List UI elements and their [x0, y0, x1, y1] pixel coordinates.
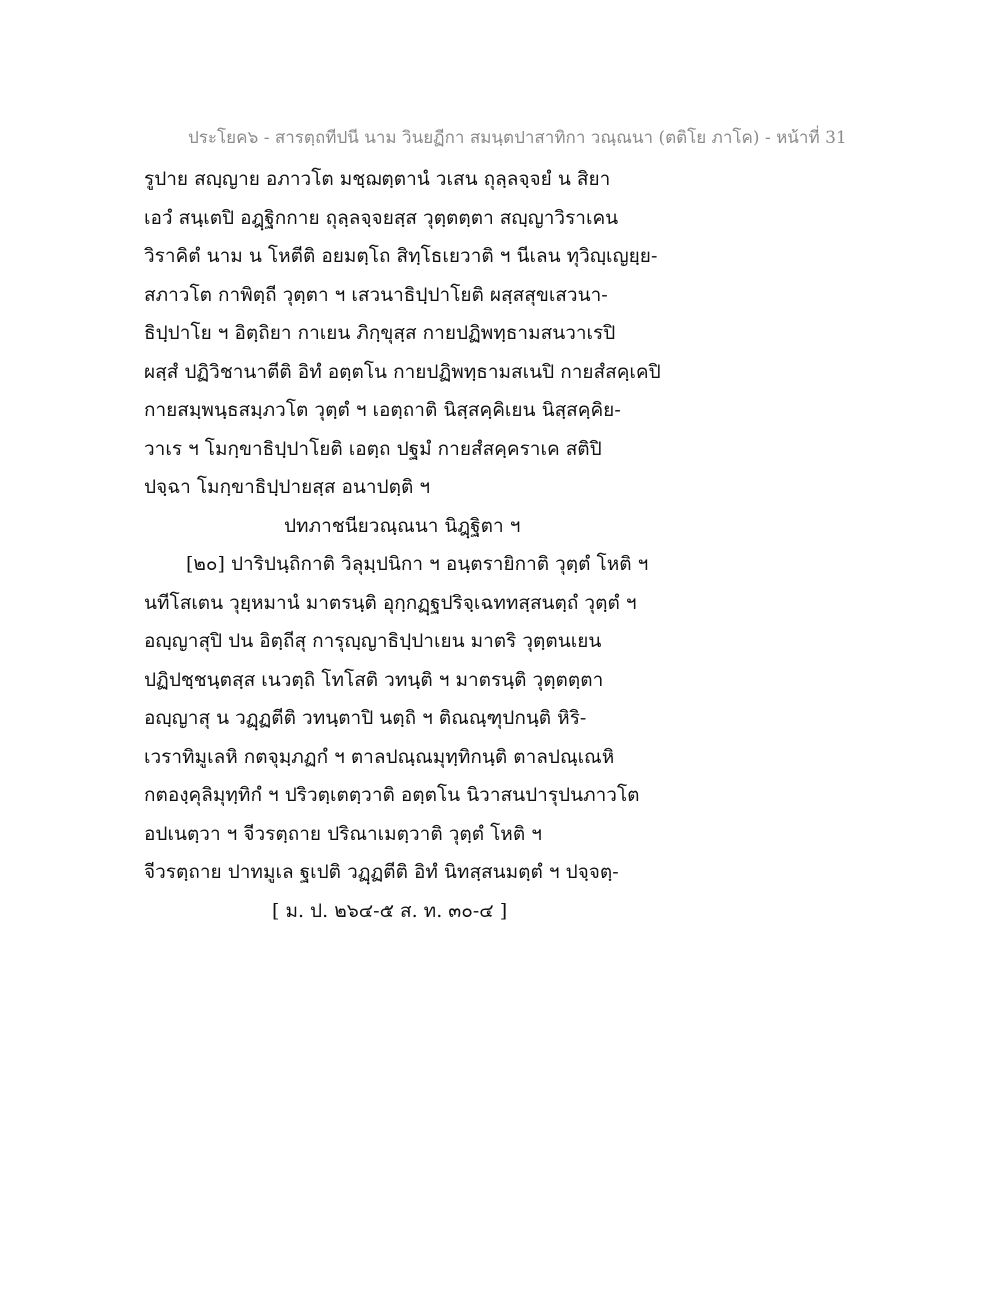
section-title: ปทภาชนียวณฺณนา นิฎฺฐิตา ฯ	[284, 514, 521, 537]
paragraph-line: ปฏิปชฺชนฺตสฺส เนวตฺถิ โทโสติ วทนฺติ ฯ มาตรนฺติ วุตฺตตฺตา	[144, 668, 604, 691]
paragraph-line: [๒๐] ปาริปนฺถิกาติ วิลุมฺปนิกา ฯ อนฺตรายิกาติ วุตฺตํ โหติ ฯ	[186, 553, 649, 575]
text-line: ธิปฺปาโย ฯ อิตฺถิยา กาเยน ภิกฺขุสฺส กายปฏิพทฺธามสนวาเรปิ	[144, 322, 616, 344]
paragraph-line: เวราทิมูเลหิ กตจุมฺภฏกํ ฯ ตาลปณฺณมุทฺทิกนฺติ ตาลปณฺเณหิ	[144, 745, 615, 768]
paragraph-line: อปเนตฺวา ฯ จีวรตฺถาย ปริณาเมตฺวาติ วุตฺตํ โหติ ฯ	[144, 822, 542, 845]
text-line: วิราคิตํ นาม น โหตีติ อยมตฺโถ สิทฺโธเยวาติ ฯ นีเลน ทุวิญฺเญยฺย-	[144, 245, 658, 267]
text-line: ผสฺสํ ปฏิวิชานาตีติ อิทํ อตฺตโน กายปฏิพทฺธามสเนปิ กายสํสคฺเคปิ	[144, 360, 661, 383]
body-text	[144, 160, 864, 930]
page-header: ประโยค๖ - สารตฺถทีปนี นาม วินยฏีกา สมนฺตปาสาทิกา วณฺณนา (ตติโย ภาโค) - หน้าที่ 31	[188, 128, 847, 148]
paragraph-line: อญฺญาสุ น วฏฺฏตีติ วทนฺตาปิ นตฺถิ ฯ ติณณฺฑุปกนฺติ หิริ-	[144, 707, 587, 729]
text-line: ปจฺฉา โมกฺขาธิปฺปายสฺส อนาปตฺติ ฯ	[144, 476, 431, 498]
text-line: สภาวโต กาพิตฺถี วุตฺตา ฯ เสวนาธิปฺปาโยติ ผสฺสสุขเสวนา-	[144, 283, 608, 306]
paragraph-line: อญฺญาสุปิ ปน อิตฺถีสุ การุญฺญาธิปฺปาเยน มาตริ วุตฺตนเยน	[144, 630, 602, 652]
text-line: รูปาย สญฺญาย อภาวโต มชฺฌตฺตานํ วเสน ถุลฺลจฺจยํ น สิยา	[144, 168, 611, 190]
text-line: กายสมฺพนฺธสมฺภวโต วุตฺตํ ฯ เอตฺถาติ นิสฺสคฺคิเยน นิสฺสคฺคิย-	[144, 399, 621, 421]
reference-note: [ ม. ป. ๒๖๔-๕ ส. ท. ๓๐-๔ ]	[272, 899, 508, 922]
text-line: วาเร ฯ โมกฺขาธิปฺปาโยติ เอตฺถ ปฐมํ กายสํสคฺคราเค สติปิ	[144, 437, 602, 460]
text-line: เอวํ สนฺเตปิ อฎฺฐิกกาย ถุลฺลจฺจยสฺส วุตฺตตฺตา สญฺญาวิราเคน	[144, 206, 619, 229]
paragraph-line: นทีโสเตน วุยฺหมานํ มาตรนฺติ อุกฺกฏฺฐปริจฺเฉททสฺสนตฺถํ วุตฺตํ ฯ	[144, 591, 637, 614]
paragraph-line: จีวรตฺถาย ปาทมูเล ฐเปติ วฏฺฏตีติ อิทํ นิทสฺสนมตฺตํ ฯ ปจฺจตฺ-	[144, 861, 619, 883]
paragraph-line: กตองฺคุลิมุทฺทิกํ ฯ ปริวตฺเตตฺวาติ อตฺตโน นิวาสนปารุปนภาวโต	[144, 784, 640, 806]
